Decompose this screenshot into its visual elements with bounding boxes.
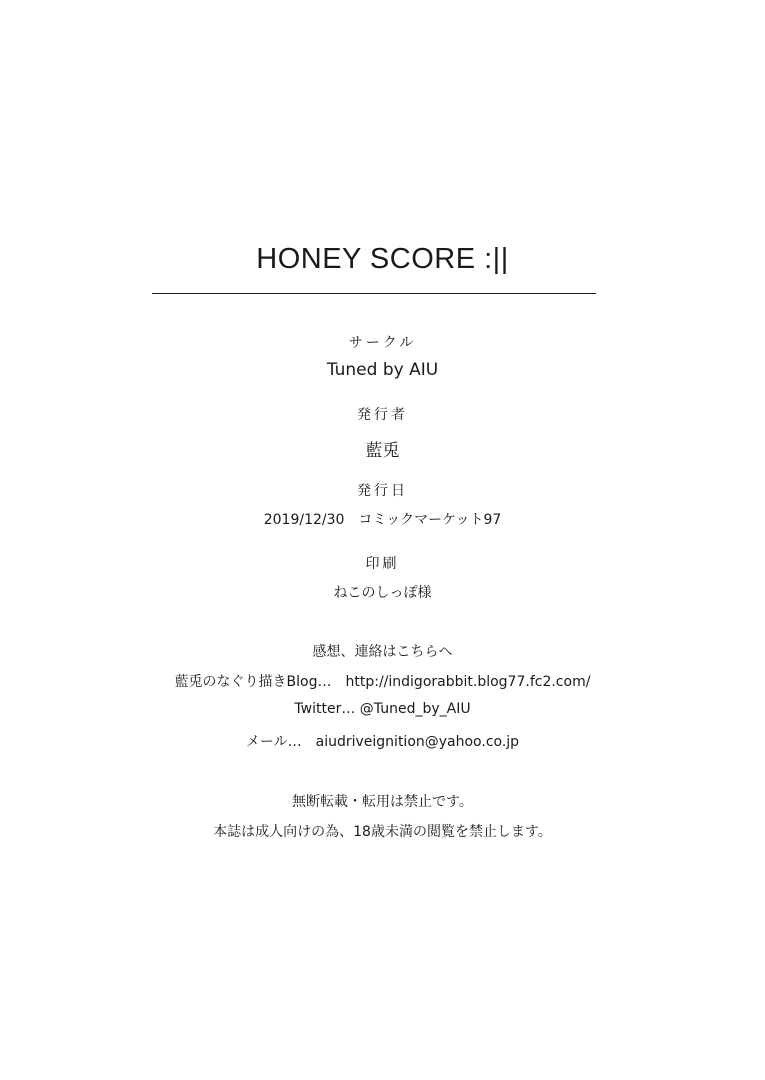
blog-link: 藍兎のなぐり描きBlog… http://indigorabbit.blog77.fc2.com/ xyxy=(174,674,591,690)
publisher-label: 発行者 xyxy=(357,407,408,423)
date-label: 発行日 xyxy=(357,483,408,499)
printer-name: ねこのしっぽ様 xyxy=(333,585,432,601)
printer-label: 印刷 xyxy=(365,556,400,572)
circle-name: Tuned by AIU xyxy=(326,360,439,380)
contact-heading: 感想、連絡はこちらへ xyxy=(312,644,453,660)
publisher-name: 藍兎 xyxy=(365,441,400,461)
age-notice: 本誌は成人向けの為、18歳未満の閲覧を禁止します。 xyxy=(213,824,552,840)
reprint-notice: 無断転載・転用は禁止です。 xyxy=(292,794,473,810)
twitter-handle: Twitter… @Tuned_by_AIU xyxy=(294,701,471,717)
title-divider xyxy=(152,293,596,294)
circle-label: サークル xyxy=(348,335,417,351)
mail-address: メール… aiudriveignition@yahoo.co.jp xyxy=(245,734,520,750)
publish-date: 2019/12/30 コミックマーケット97 xyxy=(263,512,502,528)
book-title: HONEY SCORE :|| xyxy=(256,243,509,275)
